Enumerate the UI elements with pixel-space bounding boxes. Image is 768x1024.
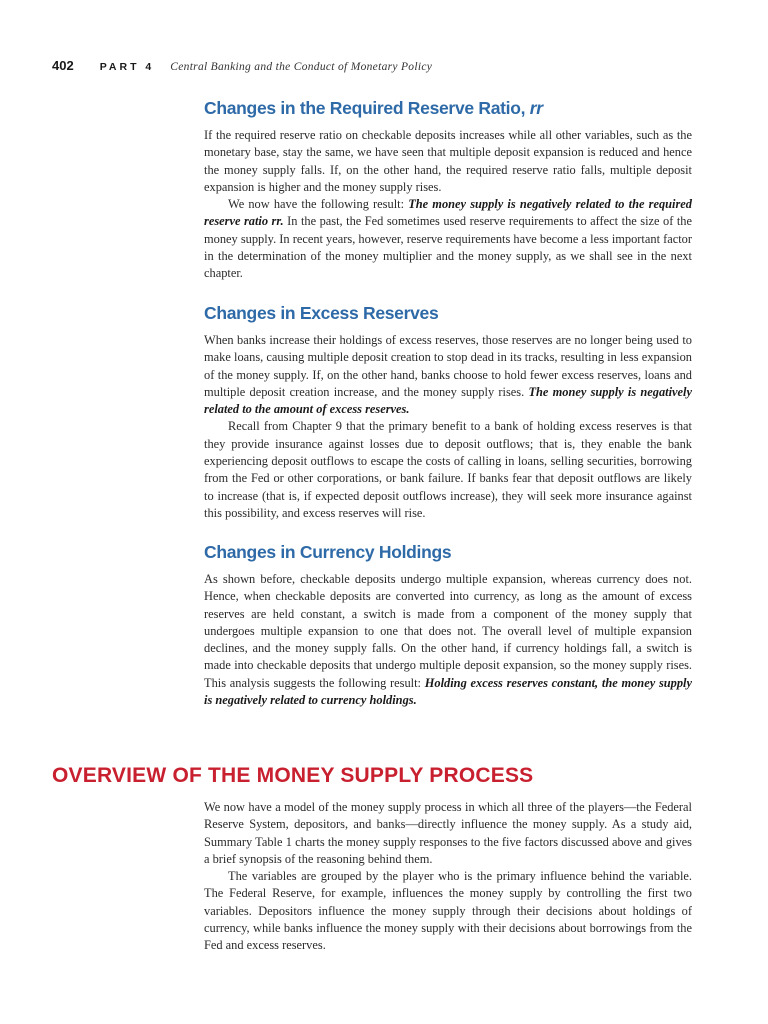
section-required-reserve-ratio xyxy=(204,98,692,283)
emphasis-text: The money supply is negatively related to the amount of excess reserves. xyxy=(204,384,692,417)
page-number: 402 xyxy=(52,58,74,73)
text-run: In the past, the Fed sometimes used reserve requirements to affect the size of the money supply. In recent years, however, reserve requirements have become a less important factor in the determination of the money multiplier and the money supply, as we shall see in the next chapter. xyxy=(204,214,692,281)
heading-text: Changes in the Required Reserve Ratio, xyxy=(204,98,530,118)
running-title: Central Banking and the Conduct of Monetary Policy xyxy=(170,61,433,73)
paragraph xyxy=(204,571,692,709)
paragraph: We now have a model of the money supply process in which all three of the players—the Federal Reserve System, depositors, and banks—directly influence the money supply. As a study aid, Summary Table 1 charts the money supply responses to the five factors discussed above and gives a brief synopsis of the reasoning behind them. xyxy=(204,800,692,866)
heading-variable: rr xyxy=(529,98,543,118)
paragraph: If the required reserve ratio on checkable deposits increases while all other variables, such as the monetary base, stay the same, we have seen that multiple deposit expansion is reduced and hence the money supply falls. If, on the other hand, the required reserve ratio falls, multiple deposit expansion is higher and the money supply rises. xyxy=(204,128,692,194)
major-heading: OVERVIEW OF THE MONEY SUPPLY PROCESS xyxy=(52,764,534,787)
section-heading xyxy=(204,98,692,119)
emphasis-text: The money supply is negatively related to the required reserve ratio rr. xyxy=(204,197,692,229)
section-currency-holdings xyxy=(204,542,692,709)
part-label: PART 4 xyxy=(99,61,155,73)
section-overview xyxy=(204,799,692,955)
text-run: When banks increase their holdings of excess reserves, those reserves are no longer being used to make loans, causing multiple deposit creation to stop dead in its tracks, resulting in less expansion of the money supply. If, on the other hand, banks choose to hold fewer excess reserves, loans and multiple deposit creation increase, and the money supply rises. xyxy=(204,333,692,399)
paragraph xyxy=(204,196,692,282)
emphasis-text: Holding excess reserves constant, the money supply is negatively related to currency holdings. xyxy=(204,675,692,708)
section-heading: Changes in Currency Holdings xyxy=(204,542,452,562)
section-excess-reserves xyxy=(204,303,692,522)
running-head xyxy=(52,58,432,73)
paragraph: The variables are grouped by the player who is the primary influence behind the variable. The Federal Reserve, for example, influences the money supply by controlling the first two variables. Depositors influence the money supply through their decisions about holdings of currency, while banks influence the money supply with their decisions about borrowings from the Fed and excess reserves. xyxy=(204,869,692,953)
text-run: We now have the following result: xyxy=(228,197,409,212)
paragraph xyxy=(204,332,692,418)
section-heading: Changes in Excess Reserves xyxy=(204,303,439,323)
paragraph: Recall from Chapter 9 that the primary benefit to a bank of holding excess reserves is that they provide insurance against losses due to deposit outflows; that is, they enable the bank experiencing deposit outflows to escape the costs of calling in loans, selling securities, borrowing from the Fed or other corporations, or bank failure. If banks fear that deposit outflows are likely to increase (that is, if expected deposit outflows increase), they will seek more insurance against this possibility, and excess reserves will rise. xyxy=(204,419,692,520)
text-run: As shown before, checkable deposits undergo multiple expansion, whereas currency does not. Hence, when checkable deposits are converted into currency, as long as the amount of excess reserves are held constant, a switch is made from a component of the money supply that undergoes multiple expansion to one that does not. The overall level of multiple expansion declines, and the money supply falls. On the other hand, if currency holdings fall, a switch is made into checkable deposits that undergo multiple deposit expansion, so the money supply rises. This analysis suggests the following result: xyxy=(204,572,692,690)
